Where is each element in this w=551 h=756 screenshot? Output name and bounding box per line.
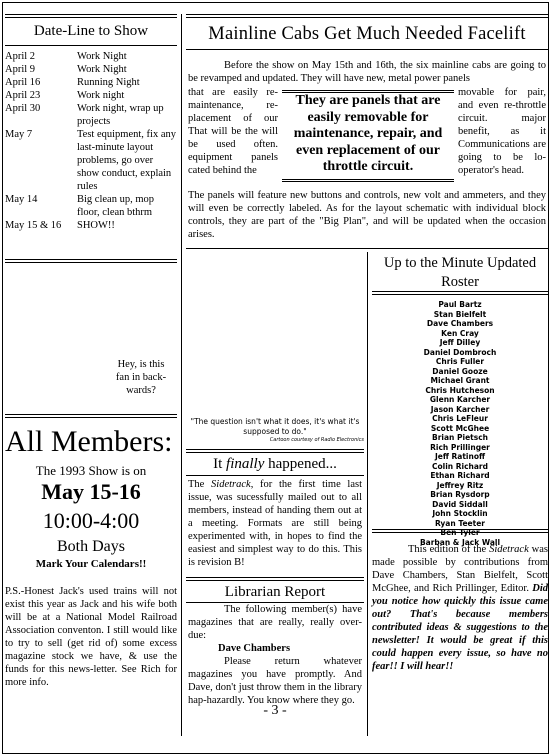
roster-name: Ryan Teeter xyxy=(434,518,485,528)
cartoon-credit: Cartoon courtesy of Radio Electronics xyxy=(269,437,364,443)
credits-em: Sidetrack xyxy=(489,544,529,555)
finally-title-pre: It xyxy=(213,456,227,472)
roster-name: Dave Chambers xyxy=(426,319,494,328)
roster-name: Jason Karcher xyxy=(430,404,490,414)
members-ps: P.S.-Honest Jack's used trains will not exist this year as Jack and his wife both will be at a National Model Railroad Association conventon. I still would like to try to sell (get rid of) some excess magazine stock we have, & use the funds for this news-letter. See Rich for more info. xyxy=(5,586,177,688)
headline-bottom-rule xyxy=(186,248,548,249)
headline-outro: The panels will feature new buttons and controls, new volt and ammeters, and they will even be correctly labeled. As for the layout schematic with individual block controls, they are part of the "Big Plan", and will be updated when the occasion arises. xyxy=(188,190,546,240)
roster-list xyxy=(372,300,548,547)
schedule-date: April 30 xyxy=(5,103,41,114)
librarian-p1: The following member(s) have magazines that are really, really over-due: xyxy=(188,604,362,641)
roster-bottom-rule xyxy=(372,529,548,533)
schedule-event: Work night, wrap up projects xyxy=(77,103,164,127)
schedule-date: May 15 & 16 xyxy=(5,220,62,231)
page-number: - 3 - xyxy=(263,703,287,718)
headline-right-col: movable for pair, and even re-throttle circuit. major benefit, as it Communications are going to be lo-operator's head. xyxy=(458,87,546,176)
schedule-event: Test equipment, fix any last-minute layout problems, go over show conduct, explain rules xyxy=(77,129,176,192)
librarian-title: Librarian Report xyxy=(224,584,326,600)
schedule-date: May 7 xyxy=(5,129,33,140)
finally-body-pre: The xyxy=(188,479,212,490)
cartoon-bottom-rule xyxy=(5,414,177,418)
credits-pre: This edition of the xyxy=(408,544,490,555)
roster-name: Michael Grant xyxy=(430,376,490,385)
members-reminder: Mark Your Calendars!! xyxy=(35,558,147,570)
roster-name: Scott McGhee xyxy=(430,423,490,433)
finally-top-rule xyxy=(186,449,364,453)
headline-top-rule xyxy=(186,14,548,18)
members-heading: All Members: xyxy=(5,425,173,458)
members-dates: May 15-16 xyxy=(41,479,141,504)
schedule-bottom-rule xyxy=(5,259,177,263)
right-divider xyxy=(367,252,368,736)
finally-title-em: finally xyxy=(226,456,265,472)
headline-title-rule xyxy=(186,49,548,50)
left-divider xyxy=(181,14,182,736)
schedule-top-rule xyxy=(5,14,177,18)
schedule-title-rule xyxy=(5,45,177,46)
schedule-event: Work Night xyxy=(77,51,127,62)
roster-name: Barban & Jack Wall xyxy=(419,537,501,547)
roster-title: Up to the Minute Updated Roster xyxy=(383,255,537,290)
roster-name: Brian Rysdorp xyxy=(430,490,490,499)
finally-title-rule xyxy=(186,475,364,476)
schedule-date: May 14 xyxy=(5,194,38,205)
schedule-title: Date-Line to Show xyxy=(33,23,149,39)
roster-name: John Stocklin xyxy=(432,509,488,518)
schedule-row xyxy=(5,63,177,76)
members-time: 10:00-4:00 xyxy=(42,508,140,533)
roster-name: Daniel Dombroch xyxy=(423,347,497,357)
roster-name: Brian Pietsch xyxy=(432,433,488,442)
roster-name: Colin Richard xyxy=(431,461,488,471)
roster-name: Jeff Ratinoff xyxy=(434,452,486,461)
credits-bold: Did you notice how quickly this issue came out? That's because members contributed ideas & suggestions to the newsletter! It would be great if this could happen every issue, so have no fear!! I will hear!! xyxy=(372,583,548,672)
roster-name: Paul Bartz xyxy=(438,300,482,309)
roster-name: Chris Fuller xyxy=(435,357,485,366)
cartoon-caption: "The question isn't what it does, it's what it's supposed to do." xyxy=(190,417,360,436)
schedule-row xyxy=(5,193,177,219)
roster-name: Chris LeFleur xyxy=(432,414,488,423)
schedule-event: Big clean up, mop floor, clean bthrm xyxy=(77,194,154,218)
headline-left-col: that are easily re-maintenance, re-placement of our That will be the will be used often. equipment panels cated behind the xyxy=(188,87,278,176)
schedule-row xyxy=(5,102,177,128)
finally-body xyxy=(188,478,362,569)
roster-name: Glenn Karcher xyxy=(429,395,491,404)
roster-name: Ben Tyler xyxy=(440,528,480,537)
schedule-event: SHOW!! xyxy=(77,220,115,231)
roster-name: Jeffrey Ritz xyxy=(436,480,484,490)
headline-intro-text: Before the show on May 15th and 16th, the six mainline cabs are going to be revamped and updated. They will have new, metal power panels xyxy=(188,60,546,84)
roster-name: Rich Prillinger xyxy=(430,442,490,452)
schedule-date: April 2 xyxy=(5,51,36,62)
roster-name: Daniel Gooze xyxy=(432,366,488,376)
schedule-table xyxy=(5,50,177,232)
credits xyxy=(372,543,548,673)
finally-body-post: , for the first time last issue, was sucessfully mailed out to all members, instead of handing them out at a meeting. Formats are still being experimented with, in hopes to find the easiest and simplest way to do this. This is revision B! xyxy=(188,479,363,568)
roster-title-rule xyxy=(372,291,548,295)
schedule-event: Work night xyxy=(77,90,125,101)
roster-name: Ken Cray xyxy=(441,328,479,338)
librarian-p2: Please return whatever magazines you have promptly. And Dave, don't just throw them in the library hap-hazardly. You know where they go. xyxy=(188,656,362,706)
members-show-line: The 1993 Show is on xyxy=(35,463,147,478)
credits-mid: was made possible by contributions from Dave Chambers, Stan Bielfelt, Scott McGhee, and Rich Prillinger, Editor. xyxy=(372,544,548,594)
roster-name: Stan Bielfelt xyxy=(433,309,487,319)
finally-title xyxy=(186,455,364,473)
headline-title: Mainline Cabs Get Much Needed Facelift xyxy=(208,24,526,44)
schedule-date: April 9 xyxy=(5,64,36,75)
schedule-event: Running Night xyxy=(77,77,140,88)
roster-name: Ethan Richard xyxy=(430,471,490,480)
cartoon-speech: Hey, is this fan in back-wards? xyxy=(115,359,167,396)
schedule-row xyxy=(5,128,177,193)
schedule-date: April 16 xyxy=(5,77,41,88)
schedule-row xyxy=(5,50,177,63)
schedule-row xyxy=(5,76,177,89)
librarian-top-rule xyxy=(186,577,364,581)
roster-name: Chris Hutcheson xyxy=(425,385,495,395)
pullquote: They are panels that are easily removable for maintenance, repair, and even replacement of our throttle circuit. xyxy=(293,93,443,174)
headline-intro xyxy=(188,59,546,85)
schedule-row xyxy=(5,219,177,232)
librarian-body xyxy=(188,603,362,707)
roster-name: David Siddall xyxy=(432,499,488,509)
schedule-date: April 23 xyxy=(5,90,41,101)
members-days: Both Days xyxy=(57,538,125,555)
finally-body-em: Sidetrack xyxy=(211,479,251,490)
schedule-row xyxy=(5,89,177,102)
roster-name: Jeff Dilley xyxy=(439,338,481,347)
finally-title-post: happened... xyxy=(264,456,337,472)
librarian-name: Dave Chambers xyxy=(218,643,291,654)
schedule-event: Work Night xyxy=(77,64,127,75)
